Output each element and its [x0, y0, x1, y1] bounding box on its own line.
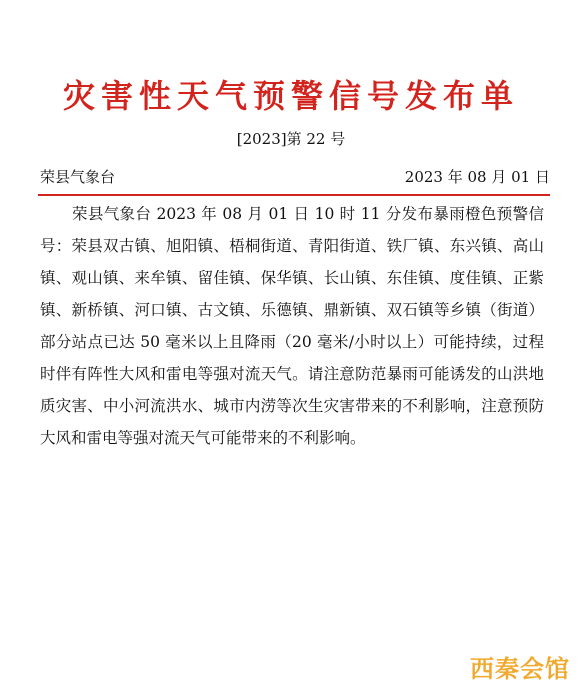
- document-number: [2023]第 22 号: [236, 130, 346, 148]
- issue-date: 2023 年 08 月 01 日: [404, 168, 550, 186]
- header-divider: [38, 194, 550, 196]
- warning-body-text: 荣县气象台 2023 年 08 月 01 日 10 时 11 分发布暴雨橙色预警信号：荣县双古镇、旭阳镇、梧桐街道、青阳街道、铁厂镇、东兴镇、高山镇、观山镇、来牟镇、留佳镇、保华镇、长山镇、东佳镇、度佳镇、正紫镇、新桥镇、河口镇、古文镇、乐德镇、鼎新镇、双石镇等乡镇（街道）部分站点已达 50 毫米以上且降雨（20 毫米/小时以上）可能持续，过程时伴有阵性大风和雷电等强对流天气。请注意防范暴雨可能诱发的山洪地质灾害、中小河流洪水、城市内涝等次生灾害带来的不利影响，注意预防大风和雷电等强对流天气可能带来的不利影响。: [40, 205, 544, 447]
- issuer-name: 荣县气象台: [40, 168, 116, 186]
- issuer-date-row: [40, 165, 550, 189]
- document-title: 灾害性天气预警信号发布单: [62, 77, 519, 115]
- watermark-logo: 西秦会馆: [470, 655, 570, 683]
